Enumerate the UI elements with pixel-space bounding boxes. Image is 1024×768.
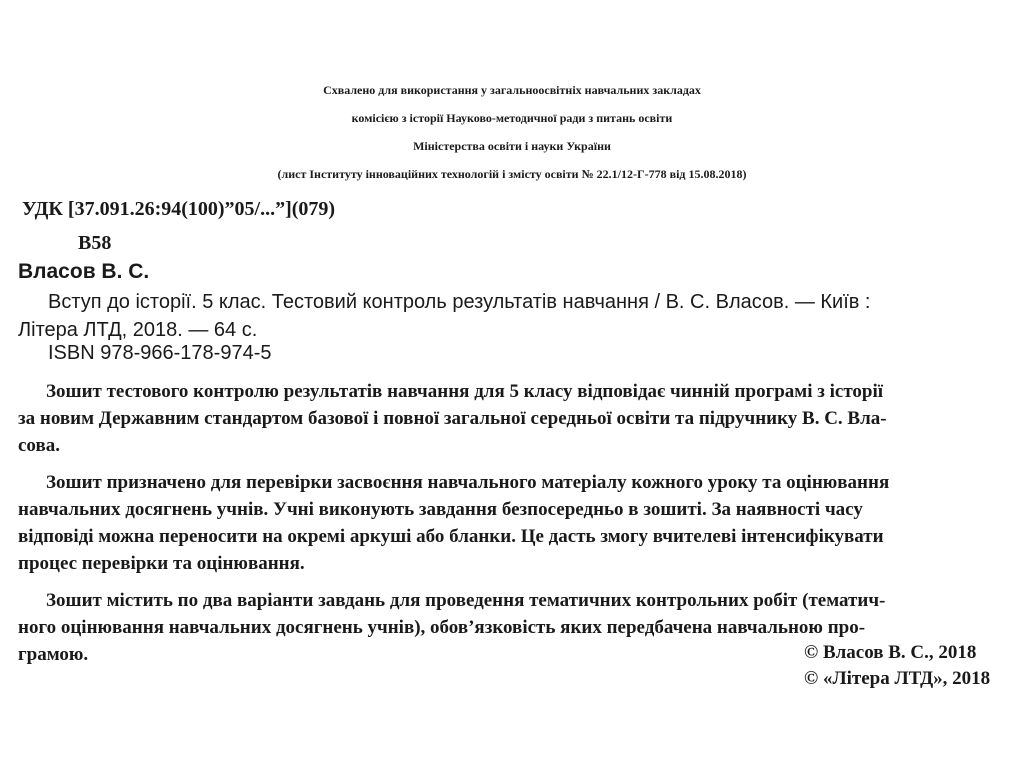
udk-code: УДК [37.091.26:94(100)”05/...”](079) [22,198,336,220]
copyright-block [804,640,990,692]
text-line: Зошит тестового контролю результатів навчання для 5 класу відповідає чинній програмі з історії [46,381,884,402]
isbn-number: ISBN 978-966-178-974-5 [48,342,272,364]
approval-line-4: (лист Інституту інноваційних технологій і змісту освіти № 22.1/12-Г-778 від 15.08.2018) [277,167,747,181]
approval-line-2: комісією з історії Науково-методичної ради з питань освіти [351,111,673,125]
annotation-text [18,378,1010,678]
approval-line-1: Схвалено для використання у загальноосвітніх навчальних закладах [323,83,701,97]
approval-stamp-text [0,76,1024,188]
text-line: за новим Державним стандартом базової і повної загальної середньої освіти та підручнику В. С. Вла- [18,408,887,429]
approval-line-3: Міністерства освіти і науки України [413,139,611,153]
text-line: Зошит призначено для перевірки засвоєння навчального матеріалу кожного уроку та оцінювання [46,472,890,493]
annotation-paragraph-2 [18,469,1010,577]
copyright-author: © Власов В. С., 2018 [804,642,977,663]
text-line: сова. [18,435,60,456]
biblio-line-1: Вступ до історії. 5 клас. Тестовий контроль результатів навчання / В. С. Власов. — Київ : [48,291,871,313]
text-line: Зошит містить по два варіанти завдань для проведення тематичних контрольних робіт (тематич- [46,590,886,611]
annotation-paragraph-1 [18,378,1010,459]
text-line: навчальних досягнень учнів. Учні виконують завдання безпосередньо в зошиті. За наявності часу [18,499,863,520]
text-line: ного оцінювання навчальних досягнень учнів), обов’язковість яких передбачена навчальною про- [18,617,866,638]
biblio-line-2: Літера ЛТД, 2018. — 64 с. [18,319,258,341]
bibliographic-description [18,288,1008,344]
author-heading: Власов В. С. [18,260,150,283]
text-line: процес перевірки та оцінювання. [18,553,305,574]
text-line: відповіді можна переносити на окремі аркуші або бланки. Це дасть змогу вчителеві інтенсифікувати [18,526,884,547]
author-sign-code: В58 [78,232,112,254]
copyright-publisher: © «Літера ЛТД», 2018 [804,668,991,689]
text-line: грамою. [18,644,89,665]
